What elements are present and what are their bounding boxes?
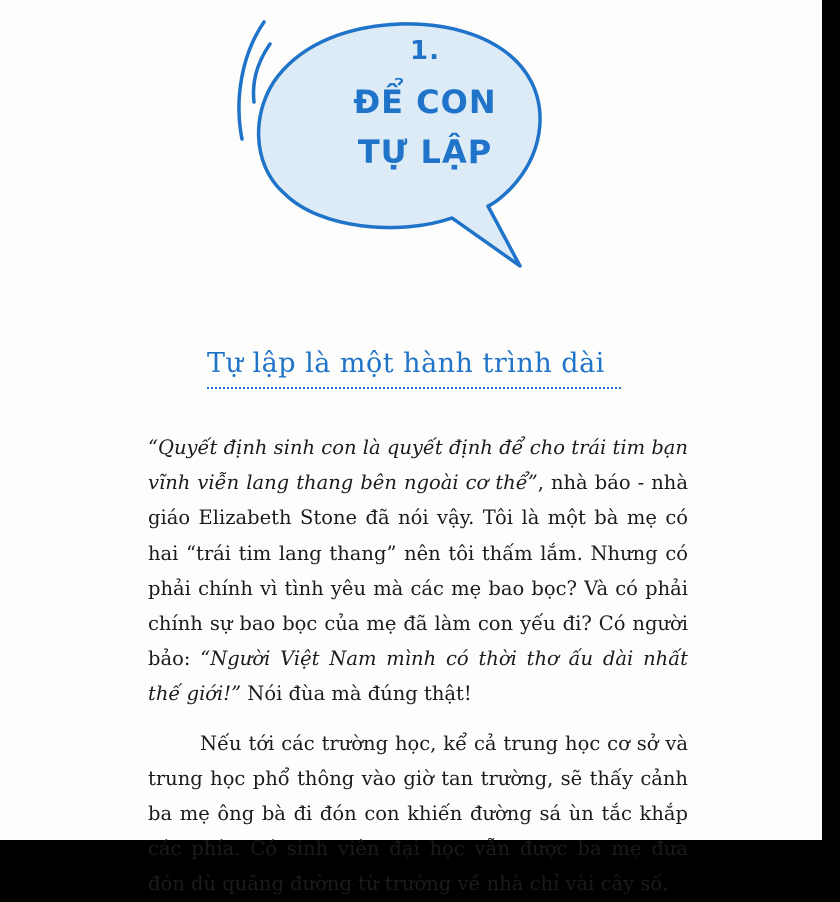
paragraph-1 (148, 430, 688, 712)
quote-childhood: “Người Việt Nam mình có thời thơ ấu dài nhất thế giới!” (148, 647, 688, 706)
paragraph-1-text-a: , nhà báo - nhà giáo Elizabeth Stone đã nói vậy. Tôi là một bà mẹ có hai “trái tim lang thang” nên tôi thấm lắm. Nhưng có phải chính vì tình yêu mà các mẹ bao bọc? Và có phải chính sự bao bọc của mẹ đã làm con yếu đi? Có người bảo: (148, 471, 688, 671)
chapter-title-line-2: TỰ LẬP (357, 133, 493, 171)
chapter-number: 1. (410, 36, 440, 66)
chapter-title-line-1: ĐỂ CON (353, 83, 497, 121)
section-title-underline (207, 387, 621, 389)
quote-elizabeth-stone: “Quyết định sinh con là quyết định để cho trái tim bạn vĩnh viễn lang thang bên ngoài cơ thể” (148, 436, 688, 495)
body-text (148, 430, 688, 902)
section-title: Tự lập là một hành trình dài (207, 348, 605, 379)
paragraph-2: Nếu tới các trường học, kể cả trung học cơ sở và trung học phổ thông vào giờ tan trường, sẽ thấy cảnh ba mẹ ông bà đi đón con khiến đường sá ùn tắc khắp các phía. Có sinh viên đại học vẫn được ba mẹ đưa đón dù quãng đường từ trường về nhà chỉ vài cây số. (148, 731, 688, 896)
paragraph-1-text-b: Nói đùa mà đúng thật! (241, 682, 472, 706)
